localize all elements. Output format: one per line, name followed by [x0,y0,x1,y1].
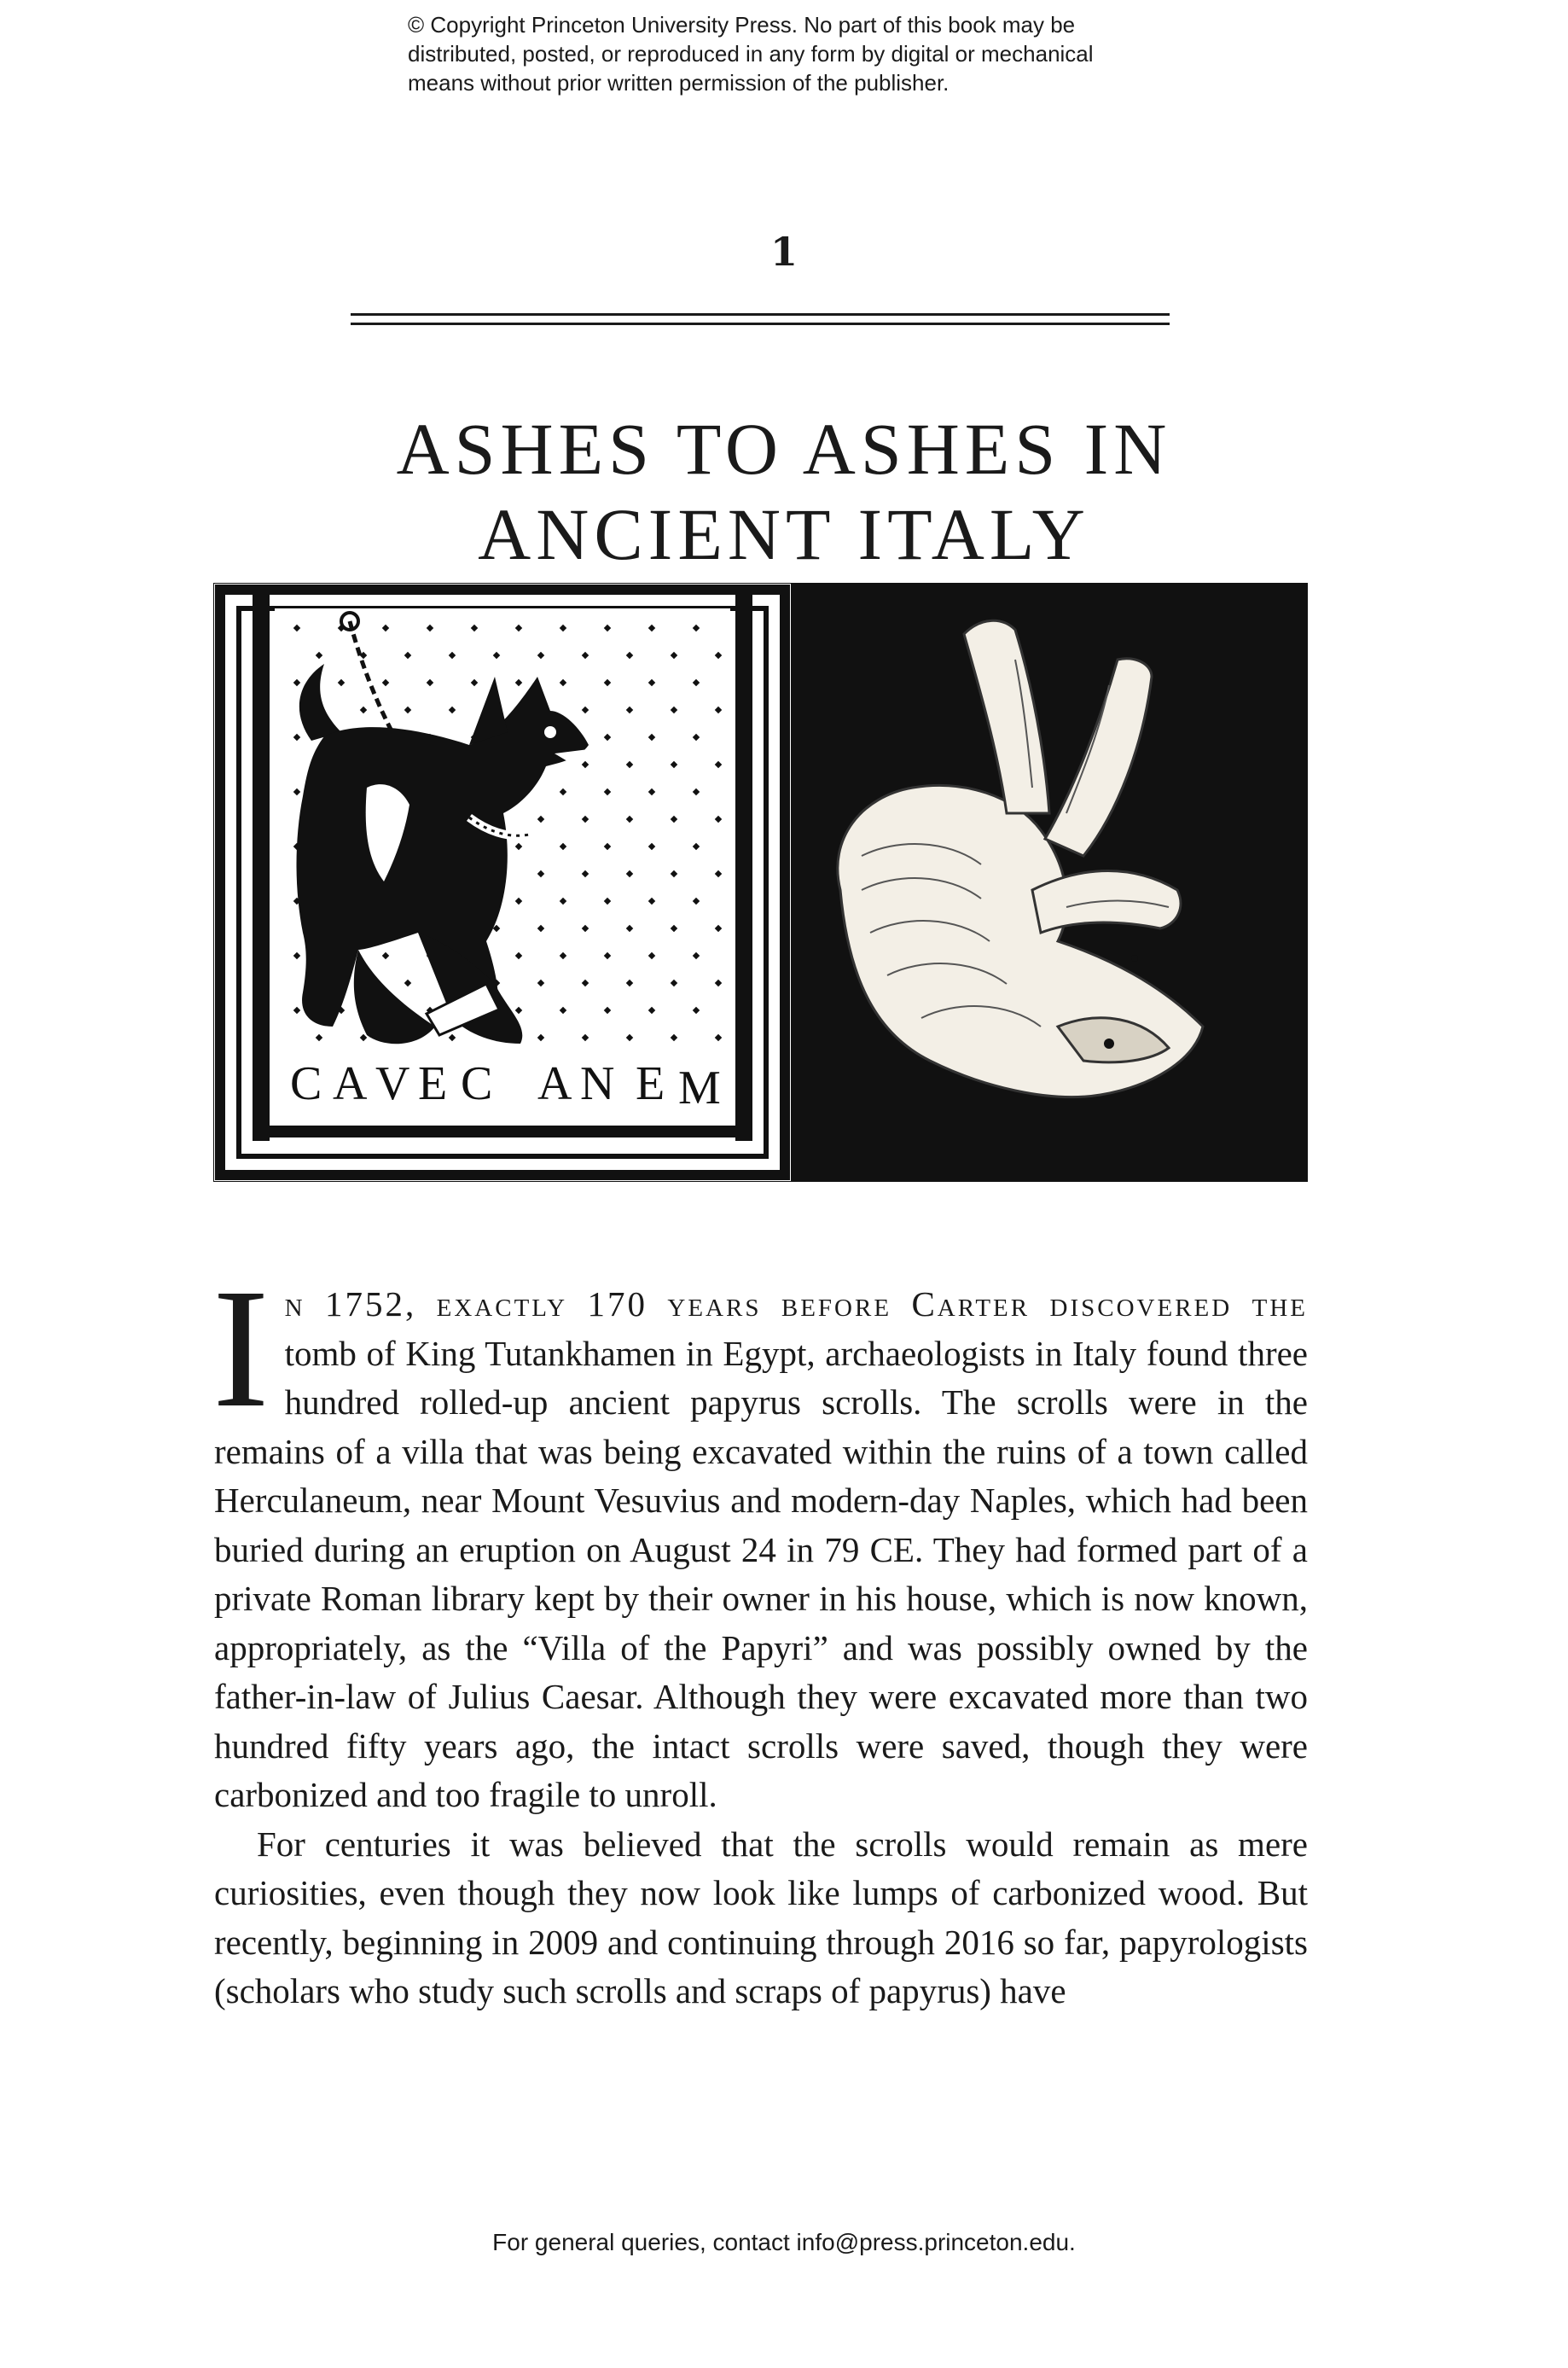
chapter-title-line: ANCIENT ITALY [478,492,1090,575]
chapter-title-line: ASHES TO ASHES IN [396,407,1172,490]
copyright-notice [408,10,1261,97]
inscription-letter: A [333,1057,368,1110]
body-text [212,1254,1308,2016]
paragraph: For centuries it was believed that the scrolls would remain as mere curiosities, even though they now look like lumps of carbonized wood. But recently, beginning in 2009 and continuing through 2016 so far, papyrologists (scholars who study such scrolls and scraps of papyrus) have [214,1824,1308,2010]
inscription-letter: E [418,1057,448,1110]
copyright-line: distributed, posted, or reproduced in any form by digital or mechanical [408,41,1094,67]
title-rule-bottom [351,323,1170,325]
inscription-letter: C [290,1057,322,1110]
paragraph-text: tomb of King Tutankhamen in Egypt, archaeologists in Italy found three hundred rolled-up ancient papyrus scrolls. The scrolls were in the remains of a villa that was being excavated within the ruins of a town called Herculaneum, near Mount Vesuvius and modern-day Naples, which had been buried during an eruption on August 24 in 79 CE. They had formed part of a private Roman library kept by their owner in his house, which is now known, appropriately, as the “Villa of the Papyri” and was possibly owned by the father-in-law of Julius Caesar. Although they were excavated more than two hundred fifty years ago, the intact scrolls were saved, though they were carbonized and too fragile to unroll. [214,1333,1308,1814]
inscription-letter: E [636,1057,665,1110]
inscription-letter: M [678,1062,721,1114]
cave-canem-mosaic [214,584,791,1181]
chapter-title [0,406,1568,577]
inscription-letter: C [461,1057,493,1110]
copyright-line: © Copyright Princeton University Press. No part of this book may be [408,12,1076,38]
lead-in: n 1752, exactly 170 years before Carter discovered the [284,1284,1308,1324]
chapter-illustration [213,583,1308,1182]
inscription-letter: V [375,1057,410,1110]
title-rule-top [351,313,1170,316]
pompeii-dog-cast [791,584,1307,1181]
inscription-letter: A [537,1057,572,1110]
chapter-number: 1 [769,229,798,275]
drop-cap: I [212,1254,270,1443]
footer-contact: For general queries, contact info@press.princeton.edu. [492,2229,1076,2255]
paragraph [212,1254,1308,1820]
copyright-line: means without prior written permission of the publisher. [408,70,950,96]
inscription-letter: N [580,1057,615,1110]
